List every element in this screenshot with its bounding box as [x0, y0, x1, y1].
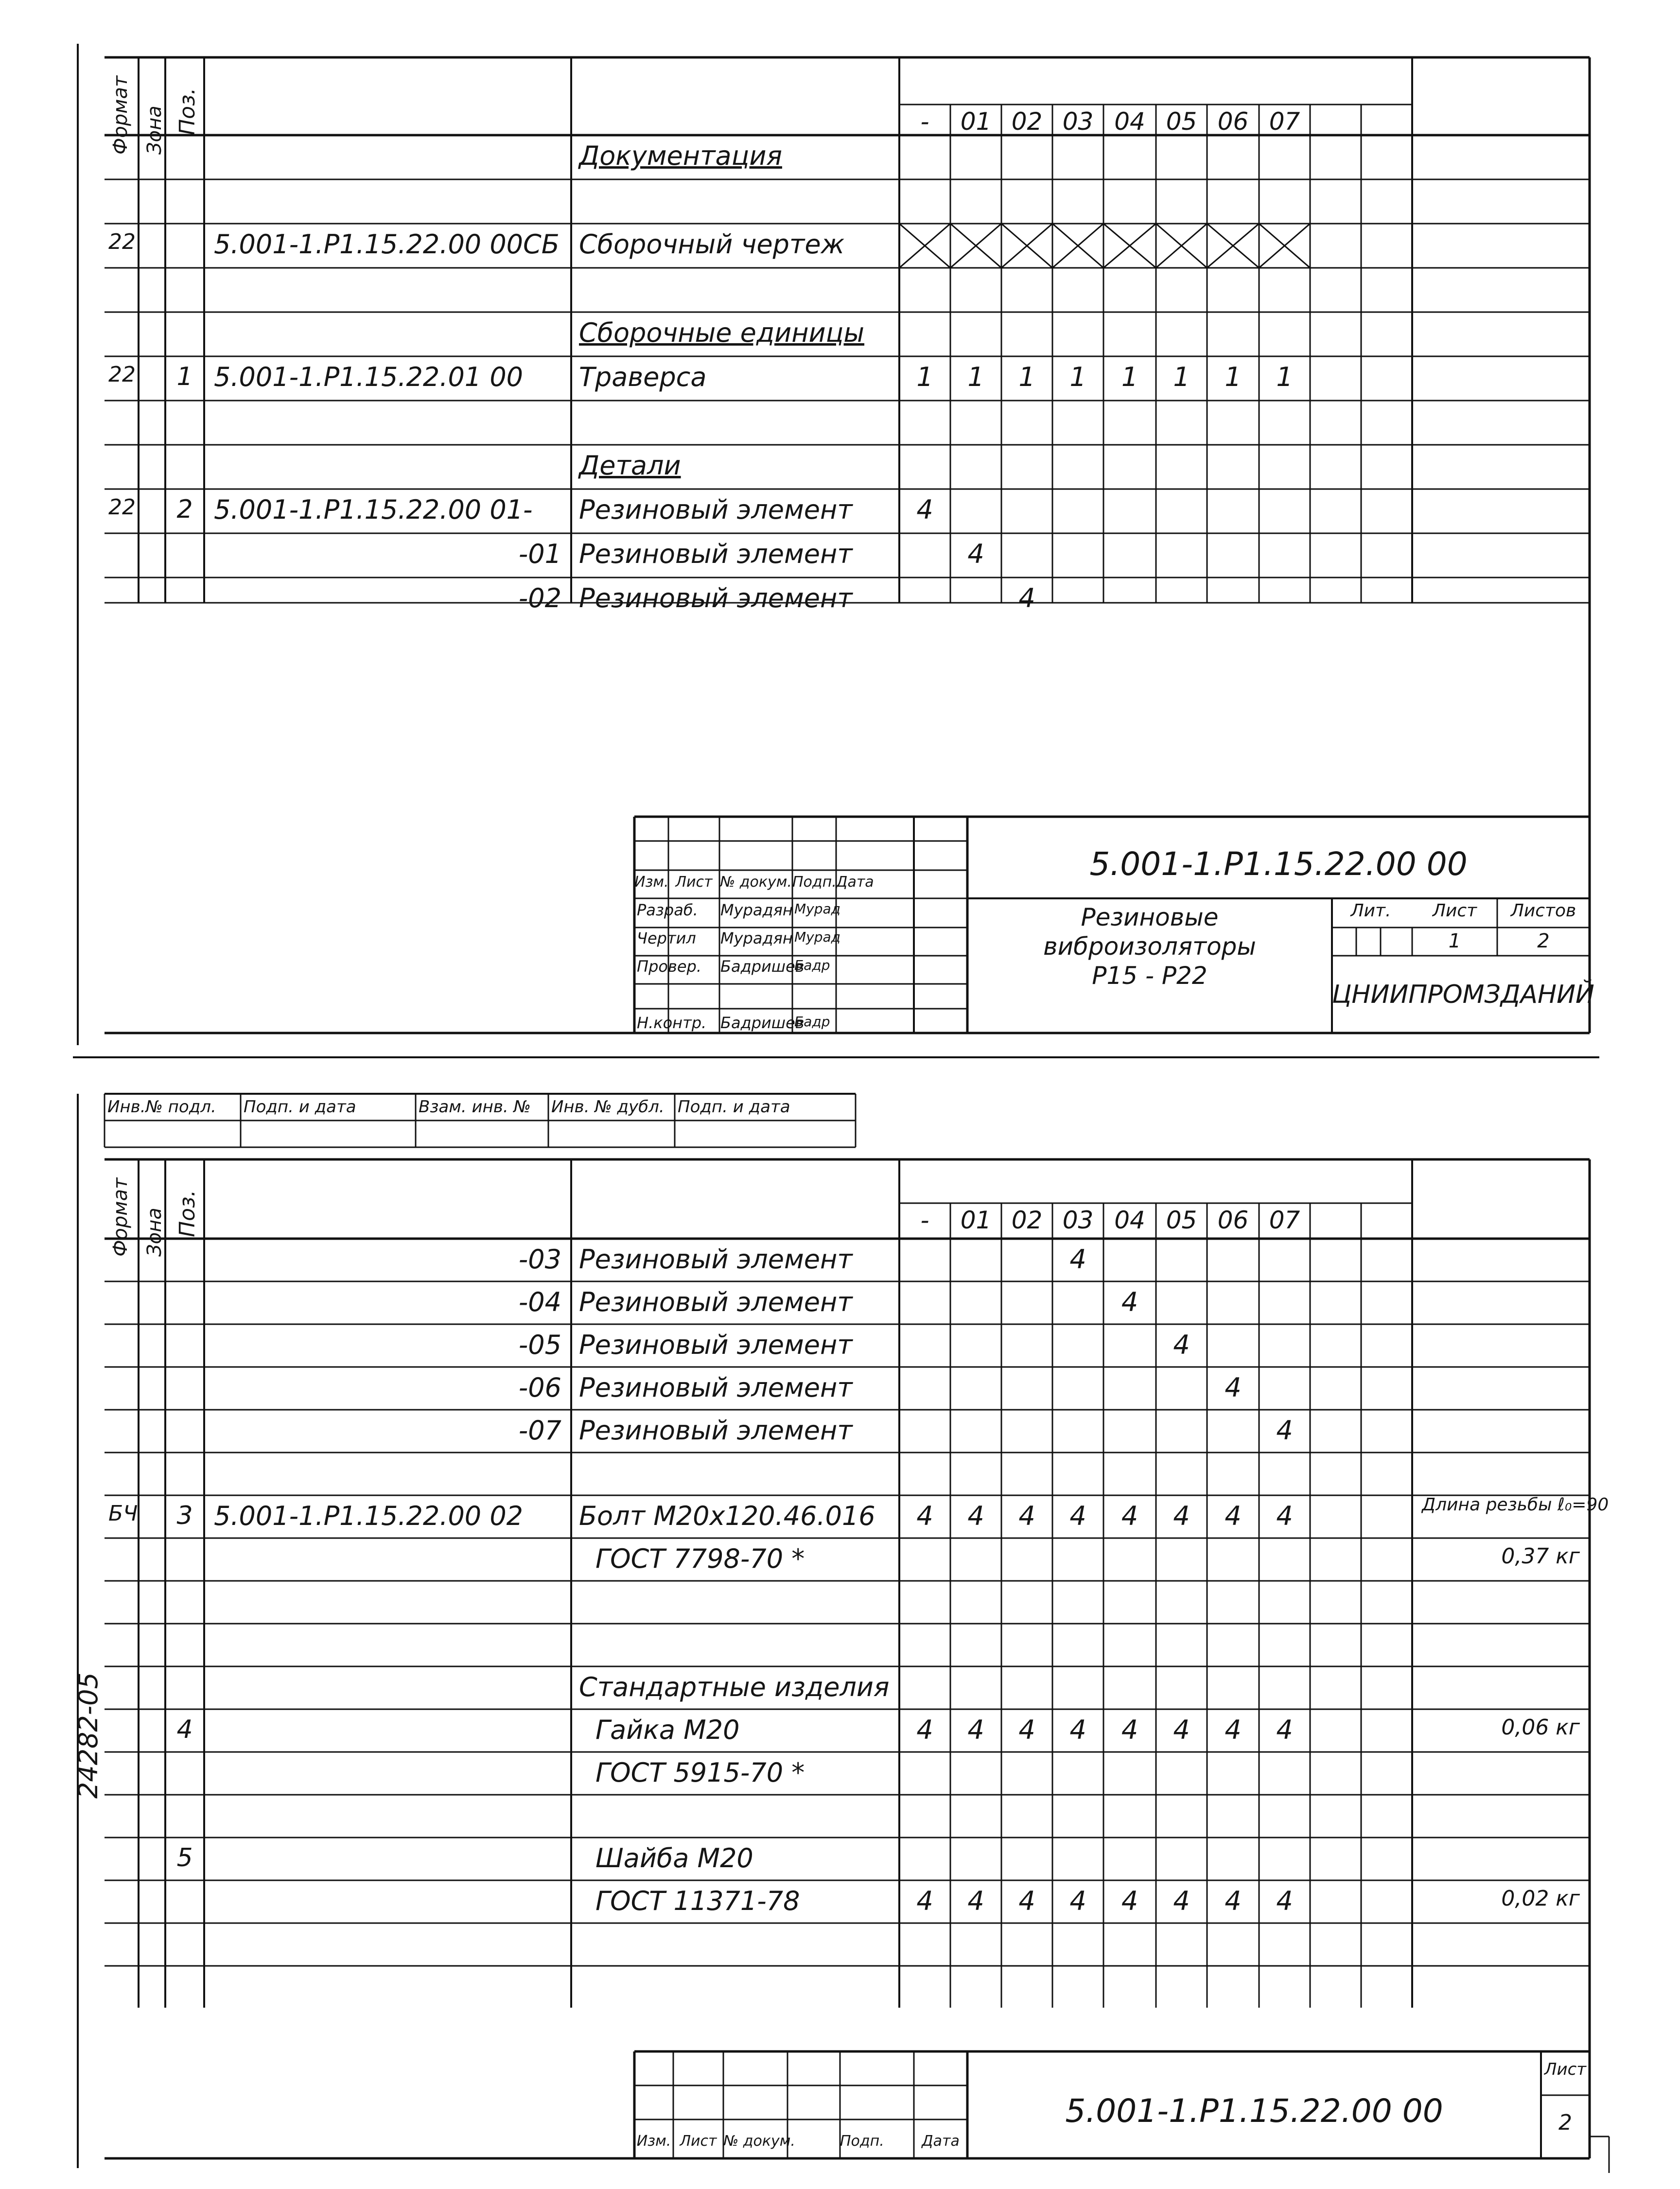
- sheet1-row-qty: 1: [916, 362, 933, 392]
- sheet2-row-name: Резиновый элемент: [579, 1415, 853, 1446]
- sheet2-row-qty: 4: [967, 1886, 984, 1916]
- sheet2-row-name: ГОСТ 7798-70 *: [595, 1543, 805, 1574]
- sheet2-hdr-variant: 05: [1166, 1206, 1197, 1234]
- tb1-label-list: Лист: [675, 874, 713, 891]
- sheet2-row-designation: -04: [518, 1287, 561, 1317]
- sheet2-row-qty: 4: [967, 1715, 984, 1745]
- sheet1-row-qty: 1: [1018, 362, 1035, 392]
- sheet2-hdr-variant: 02: [1011, 1206, 1043, 1234]
- sheet1-row-format: 22: [108, 229, 136, 254]
- tb1-sheets-number: 2: [1537, 930, 1550, 952]
- sheet1-row-name: Документация: [579, 140, 782, 171]
- sheet1-hdr-variant: 01: [960, 107, 992, 136]
- tb1-title-line: Р15 - Р22: [1092, 962, 1208, 990]
- sheet1-row-format: 22: [108, 362, 136, 387]
- tb1-signature: Мурад: [794, 901, 841, 917]
- sheet1-row-name: Детали: [579, 450, 681, 481]
- sheet2-row-qty: 4: [1121, 1886, 1138, 1916]
- sheet1-hdr-variant: 05: [1166, 107, 1197, 136]
- sheet2-hdr-pos: Поз.: [175, 1190, 200, 1237]
- sheet2-row-qty: 4: [1225, 1715, 1242, 1745]
- sheet2-hdr-variant: 06: [1217, 1206, 1249, 1234]
- sheet2-row-qty: 4: [1121, 1287, 1138, 1317]
- tb1-label-doc: № докум.: [720, 874, 792, 891]
- sheet2-row-qty: 4: [1069, 1501, 1086, 1531]
- sheet1-row-name: Сборочный чертеж: [579, 229, 845, 260]
- sheet1-row-designation: -01: [518, 539, 561, 569]
- sheet1-row-pos: 1: [176, 362, 193, 391]
- stamp-label: Инв.№ подл.: [107, 1097, 216, 1117]
- sheet2-row-qty: 4: [1173, 1886, 1190, 1916]
- sheet1-row-qty: 1: [1225, 362, 1242, 392]
- sheet1-row-format: 22: [108, 495, 136, 520]
- stamp-label: Инв. № дубл.: [551, 1097, 665, 1117]
- sheet2-row-name: Стандартные изделия: [579, 1672, 890, 1702]
- tb1-role: Провер.: [637, 957, 701, 976]
- sheet1-row-name: Сборочные единицы: [579, 317, 865, 348]
- sheet2-row-qty: 4: [1276, 1501, 1293, 1531]
- sheet2-row-qty: 4: [967, 1501, 984, 1531]
- sheet1-row-designation: 5.001-1.P1.15.22.00 01-: [214, 494, 533, 525]
- sheet2-row-qty: 4: [1173, 1501, 1190, 1531]
- sheet2-row-note: 0,02 кг: [1501, 1886, 1580, 1911]
- sheet2-row-qty: 4: [1069, 1715, 1086, 1745]
- sheet2-row-designation: -06: [518, 1372, 561, 1403]
- sheet2-row-qty: 4: [1276, 1715, 1293, 1745]
- tb1-organization: ЦНИИПРОМЗДАНИЙ: [1332, 980, 1594, 1009]
- sheet2-row-qty: 4: [1276, 1415, 1293, 1446]
- sheet2-row-qty: 4: [1173, 1330, 1190, 1360]
- sheet2-row-qty: 4: [1018, 1715, 1035, 1745]
- sheet2-hdr-variant: -: [920, 1206, 929, 1234]
- sheet1-hdr-variant: 04: [1114, 107, 1145, 136]
- sheet1-hdr-pos: Поз.: [175, 88, 200, 135]
- sheet2-row-format: БЧ: [108, 1501, 138, 1526]
- sheet2-row-name: ГОСТ 5915-70 *: [595, 1757, 805, 1788]
- sheet1-row-qty: 1: [1069, 362, 1086, 392]
- tb1-title-line: Резиновые: [1081, 903, 1219, 931]
- tb1-sheets-label: Листов: [1510, 901, 1576, 921]
- sheet1-hdr-variant: 03: [1062, 107, 1094, 136]
- tb1-lit-label: Лит.: [1350, 901, 1391, 921]
- sheet2-row-name: Болт М20х120.46.016: [579, 1501, 875, 1531]
- sheet1-row-name: Резиновый элемент: [579, 494, 853, 525]
- tb2-sheet-label: Лист: [1544, 2060, 1587, 2079]
- sheet1-row-designation: 5.001-1.P1.15.22.00 00СБ: [214, 229, 560, 260]
- tb2-sheet-number: 2: [1558, 2110, 1572, 2135]
- sheet2-row-pos: 4: [176, 1715, 193, 1744]
- sheet2-row-designation: -07: [518, 1415, 561, 1446]
- sheet2-hdr-zone: Зона: [143, 1208, 166, 1257]
- sheet2-row-qty: 4: [1069, 1886, 1086, 1916]
- sheet2-row-designation: -05: [518, 1330, 561, 1360]
- sheet1-row-designation: 5.001-1.P1.15.22.01 00: [214, 362, 524, 392]
- sheet2-hdr-variant: 03: [1062, 1206, 1094, 1234]
- sheet1-row-pos: 2: [176, 495, 193, 524]
- tb2-label-doc: № докум.: [723, 2133, 795, 2150]
- tb1-label-izm: Изм.: [634, 874, 669, 891]
- tb1-role: Разраб.: [637, 901, 698, 919]
- sheet1-hdr-format: Формат: [109, 75, 132, 155]
- sheet1-row-qty: 1: [1121, 362, 1138, 392]
- sheet1-row-qty: 4: [967, 539, 984, 569]
- tb1-person: Бадришев: [720, 957, 805, 976]
- tb1-sheet-number: 1: [1448, 930, 1461, 952]
- tb2-label-date: Дата: [922, 2133, 960, 2150]
- sheet2-hdr-format: Формат: [109, 1177, 132, 1257]
- tb1-signature: Бадр: [794, 957, 830, 973]
- tb1-role: Чертил: [637, 929, 696, 947]
- sheet1-row-qty: 1: [967, 362, 984, 392]
- sheet2-row-name: Шайба М20: [595, 1843, 753, 1874]
- sheet2-row-qty: 4: [1121, 1715, 1138, 1745]
- stamp-label: Взам. инв. №: [419, 1097, 531, 1117]
- sheet2-hdr-variant: 04: [1114, 1206, 1145, 1234]
- sheet2-row-designation: -03: [518, 1244, 561, 1275]
- tb2-label-sign: Подп.: [840, 2133, 884, 2150]
- sheet1-hdr-variant: -: [920, 107, 929, 136]
- sheet1-row-qty: 4: [916, 494, 933, 525]
- sheet2-row-name: ГОСТ 11371-78: [595, 1886, 800, 1916]
- tb1-person: Мурадян: [720, 929, 793, 947]
- tb1-label-sign: Подп.: [792, 874, 837, 891]
- sheet1-hdr-variant: 06: [1217, 107, 1249, 136]
- stamp-label: Подп. и дата: [678, 1097, 790, 1117]
- sheet2-hdr-variant: 01: [960, 1206, 992, 1234]
- sheet2-row-name: Резиновый элемент: [579, 1244, 853, 1275]
- sheet2-row-qty: 4: [1276, 1886, 1293, 1916]
- tb1-sheet-label: Лист: [1432, 901, 1477, 921]
- sheet2-row-qty: 4: [916, 1501, 933, 1531]
- tb2-label-list: Лист: [680, 2133, 717, 2150]
- sheet2-row-qty: 4: [1018, 1501, 1035, 1531]
- tb1-role: Н.контр.: [637, 1014, 707, 1032]
- tb1-person: Бадришев: [720, 1014, 805, 1032]
- sheet2-row-name: Резиновый элемент: [579, 1372, 853, 1403]
- sheet1-row-qty: 1: [1276, 362, 1293, 392]
- sheet2-row-qty: 4: [1173, 1715, 1190, 1745]
- sheet2-row-qty: 4: [1225, 1886, 1242, 1916]
- sheet1-hdr-variant: 07: [1269, 107, 1300, 136]
- sheet1-hdr-zone: Зона: [143, 105, 166, 155]
- tb1-person: Мурадян: [720, 901, 793, 919]
- sheet1-row-name: Резиновый элемент: [579, 583, 853, 613]
- sheet1-row-qty: 1: [1173, 362, 1190, 392]
- sheet1-row-qty: 4: [1018, 583, 1035, 613]
- sheet2-row-qty: 4: [1018, 1886, 1035, 1916]
- sheet2-row-note: 0,06 кг: [1501, 1715, 1580, 1740]
- sheet2-row-pos: 3: [176, 1501, 193, 1530]
- sheet1-row-designation: -02: [518, 583, 561, 613]
- tb2-label-izm: Изм.: [636, 2133, 671, 2150]
- sheet2-row-qty: 4: [1225, 1501, 1242, 1531]
- tb1-signature: Бадр: [794, 1014, 830, 1030]
- sheet1-row-name: Резиновый элемент: [579, 539, 853, 569]
- tb2-code: 5.001-1.P1.15.22.00 00: [1065, 2092, 1443, 2130]
- sheet2-row-qty: 4: [1121, 1501, 1138, 1531]
- stamp-label: Подп. и дата: [244, 1097, 356, 1117]
- tb1-label-date: Дата: [836, 874, 874, 891]
- side-code: 24282-05: [73, 1672, 104, 1799]
- tb1-title-line: виброизоляторы: [1043, 932, 1256, 961]
- sheet2-row-qty: 4: [916, 1886, 933, 1916]
- tb1-code: 5.001-1.P1.15.22.00 00: [1089, 845, 1468, 883]
- sheet1-hdr-variant: 02: [1011, 107, 1043, 136]
- sheet2-row-qty: 4: [1069, 1244, 1086, 1275]
- sheet2-row-note: Длина резьбы ℓ₀=90: [1422, 1495, 1609, 1515]
- sheet2-row-name: Резиновый элемент: [579, 1287, 853, 1317]
- sheet1-row-name: Траверса: [579, 362, 707, 392]
- sheet2-row-pos: 5: [176, 1843, 193, 1873]
- sheet2-row-qty: 4: [916, 1715, 933, 1745]
- sheet2-row-designation: 5.001-1.P1.15.22.00 02: [214, 1501, 524, 1531]
- sheet2-hdr-variant: 07: [1269, 1206, 1300, 1234]
- tb1-signature: Мурад: [794, 929, 841, 945]
- sheet2-row-note: 0,37 кг: [1501, 1544, 1580, 1569]
- sheet2-row-name: Гайка М20: [595, 1715, 740, 1745]
- sheet2-row-name: Резиновый элемент: [579, 1330, 853, 1360]
- sheet2-row-qty: 4: [1225, 1372, 1242, 1403]
